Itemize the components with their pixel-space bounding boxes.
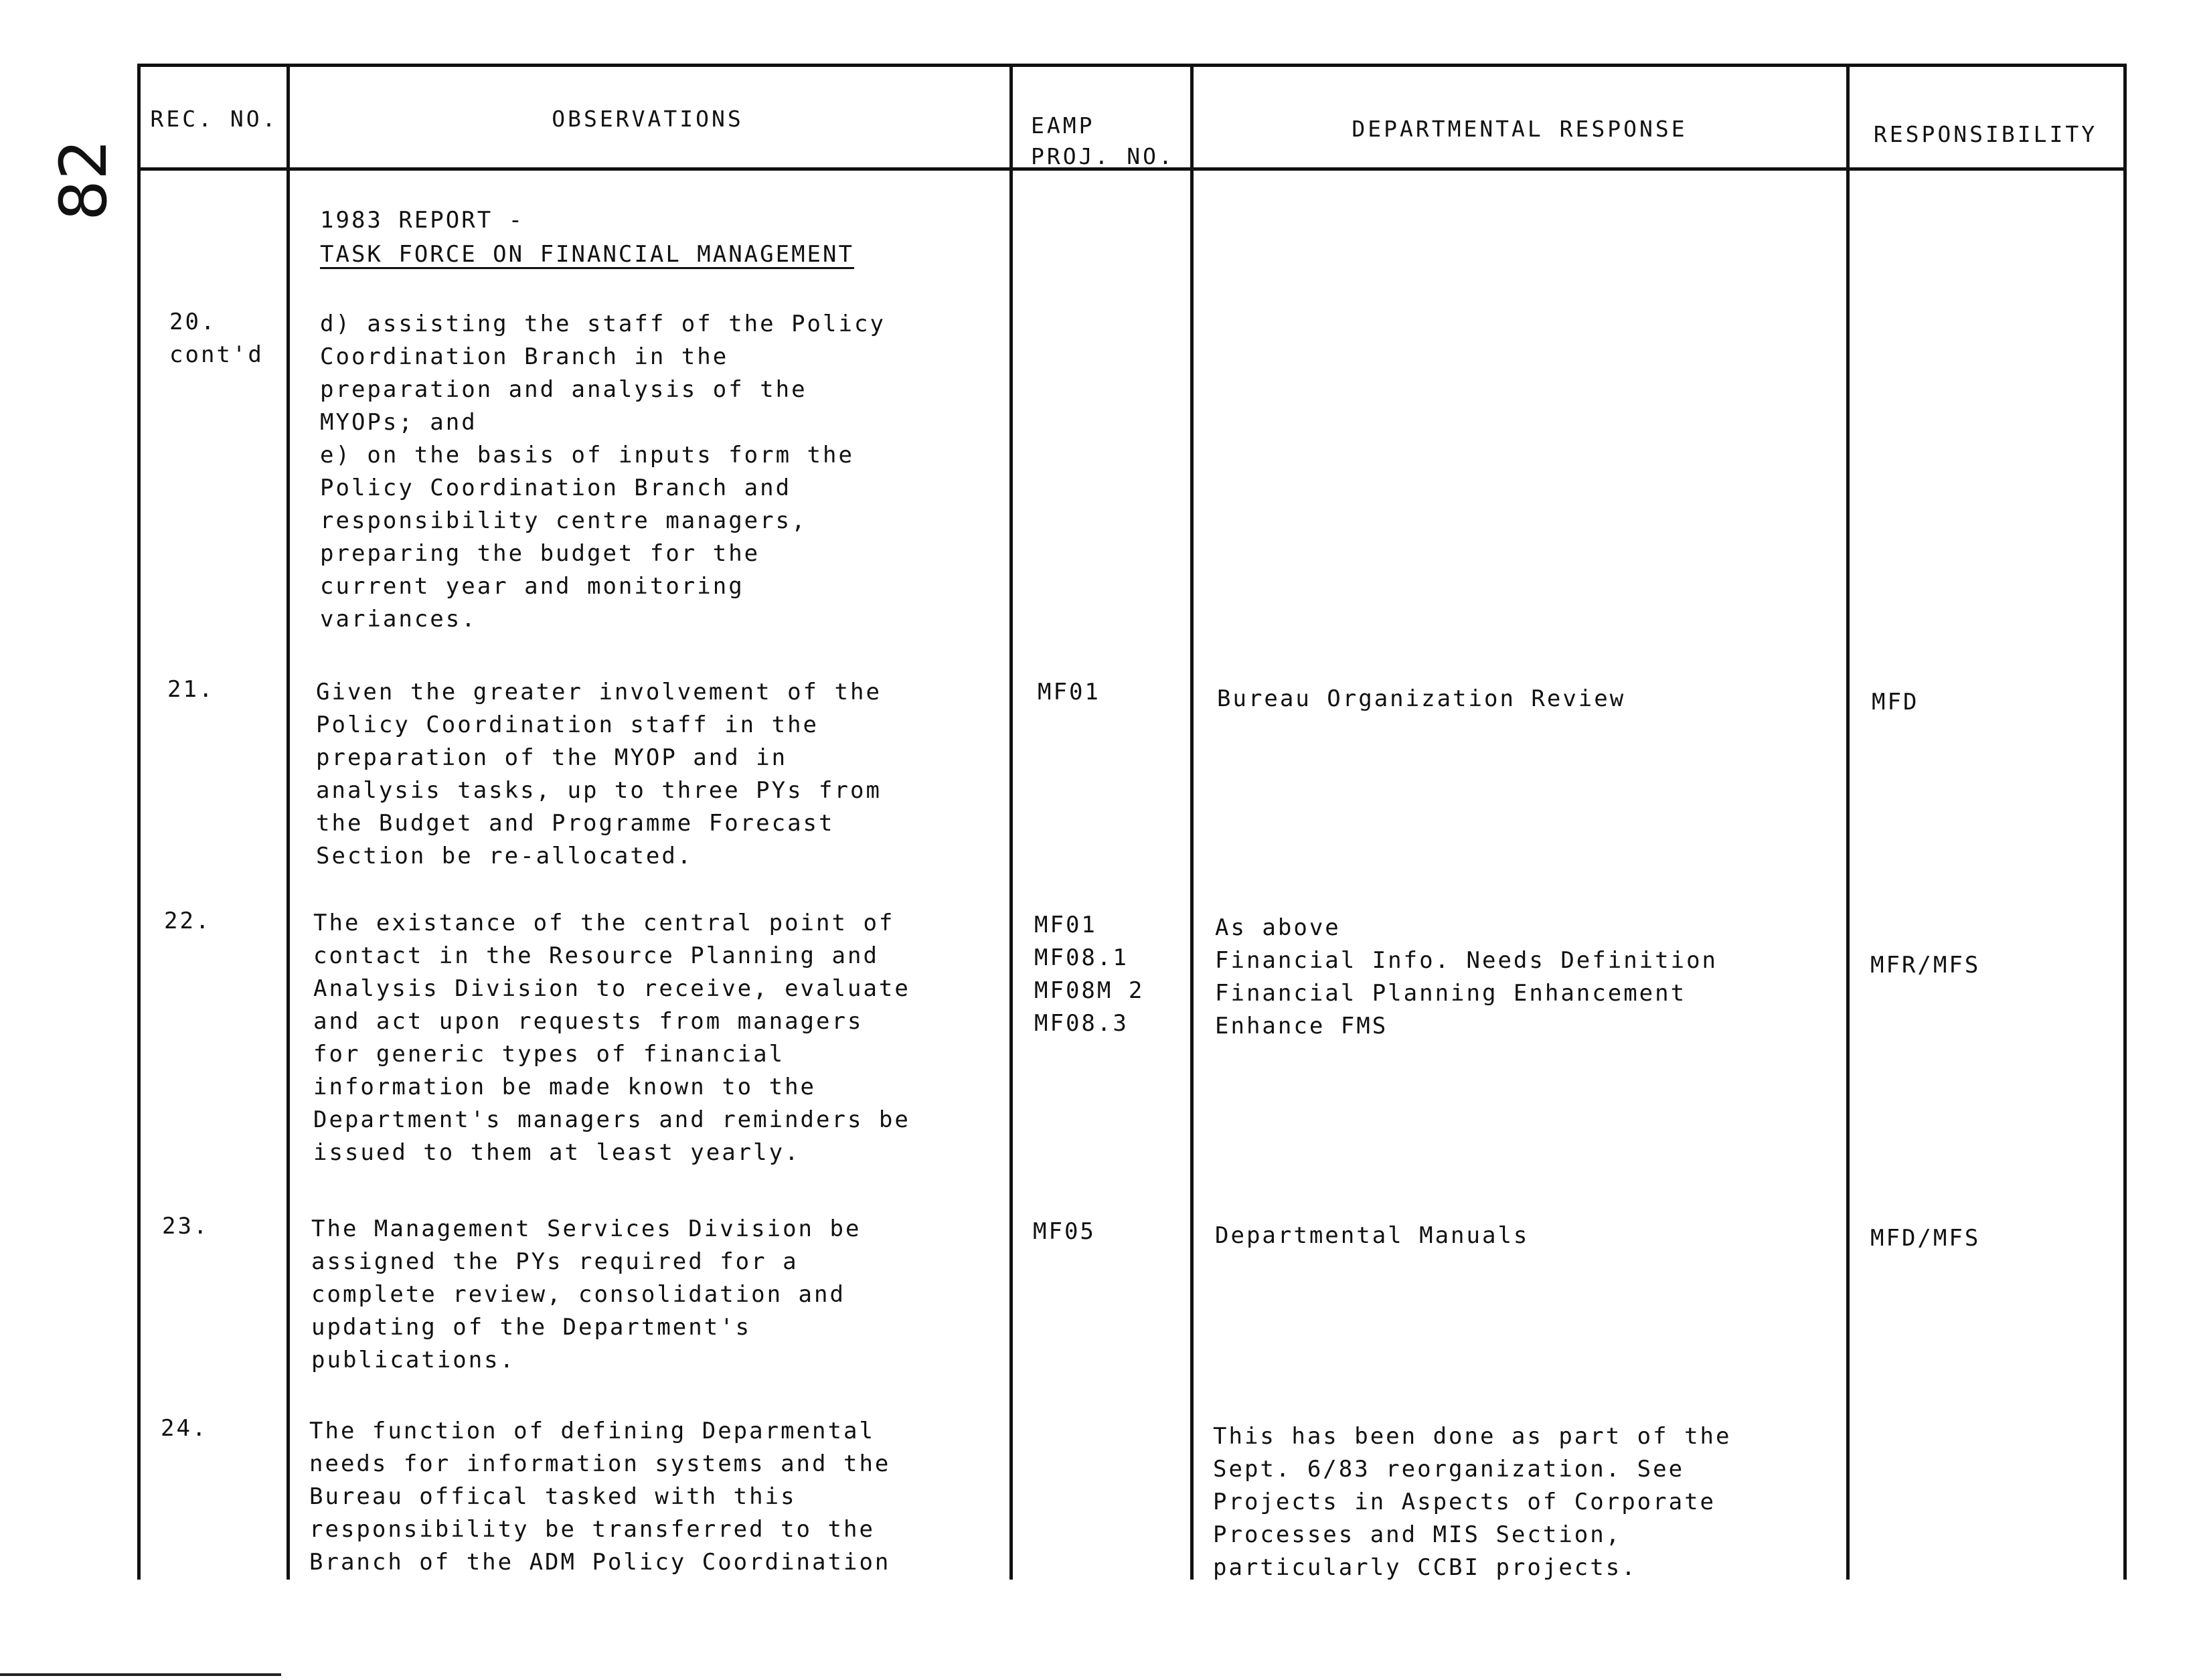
observation-text: Given the greater involvement of the Policy Coordination staff in the preparation of the MYOP and in analysis tasks, up to three PYs from the Budget and Programme Forecast Section be re-allocated.	[316, 679, 882, 869]
responsibility: MFD/MFS	[1870, 1225, 1981, 1252]
eamp-project-number: MF01	[1038, 679, 1101, 705]
eamp-project-number: MF05	[1033, 1218, 1096, 1245]
observation-text: The Management Services Division be assigned the PYs required for a complete review, consolidation and updating of the Department's publications.	[311, 1215, 862, 1373]
departmental-response: Bureau Organization Review	[1217, 685, 1626, 712]
column-divider	[287, 64, 290, 1580]
header-responsibility: RESPONSIBILITY	[1873, 121, 2098, 147]
departmental-response: This has been done as part of the Sept. 6/83 reorganization. See Projects in Aspects of Corporate Processes and MIS Section, particularly CCBI projects.	[1213, 1423, 1732, 1581]
scan-edge-rule	[0, 1673, 281, 1676]
departmental-response: As above Financial Info. Needs Definition Financial Planning Enhancement Enhance FMS	[1215, 914, 1718, 1039]
section-subtitle: TASK FORCE ON FINANCIAL MANAGEMENT	[320, 241, 854, 268]
responsibility: MFR/MFS	[1870, 952, 1981, 979]
observation-text: The existance of the central point of contact in the Resource Planning and Analysis Division to receive, evaluate and act upon requests from managers for generic types of financial information be made known to the Department's managers and reminders be issued to them at least yearly.	[313, 910, 910, 1166]
header-departmental-response: DEPARTMENTAL RESPONSE	[1352, 116, 1688, 142]
rec-number: 24.	[161, 1415, 208, 1442]
rec-number: 23.	[162, 1213, 210, 1240]
departmental-response: Departmental Manuals	[1215, 1222, 1530, 1249]
column-divider	[1846, 64, 1850, 1580]
header-eamp-proj-no: EAMP PROJ. NO.	[1031, 112, 1175, 169]
header-rec-no: REC. NO.	[150, 106, 278, 132]
column-divider	[137, 64, 141, 1580]
rec-number: 22.	[164, 908, 212, 934]
responsibility: MFD	[1872, 689, 1919, 716]
column-divider	[2123, 64, 2127, 1580]
rec-number: 20. cont'd	[169, 309, 264, 368]
page-number: 82	[46, 139, 121, 221]
rec-number: 21.	[167, 676, 215, 703]
column-divider	[1190, 64, 1194, 1580]
observation-text: The function of defining Deparmental needs for information systems and the Bureau offical tasked with this responsibility be transferred to the Branch of the ADM Policy Coordination	[309, 1418, 891, 1576]
observation-text: d) assisting the staff of the Policy Coordination Branch in the preparation and analysis of the MYOPs; and e) on the basis of inputs form the Policy Coordination Branch and responsibility centre managers, preparing the budget for the current year and monitoring variances.	[320, 311, 886, 633]
column-divider	[1009, 64, 1013, 1580]
header-observations: OBSERVATIONS	[552, 106, 744, 132]
table-top-border	[137, 64, 2127, 67]
eamp-project-number: MF01 MF08.1 MF08M 2 MF08.3	[1034, 912, 1145, 1037]
section-title: 1983 REPORT -	[320, 207, 525, 234]
